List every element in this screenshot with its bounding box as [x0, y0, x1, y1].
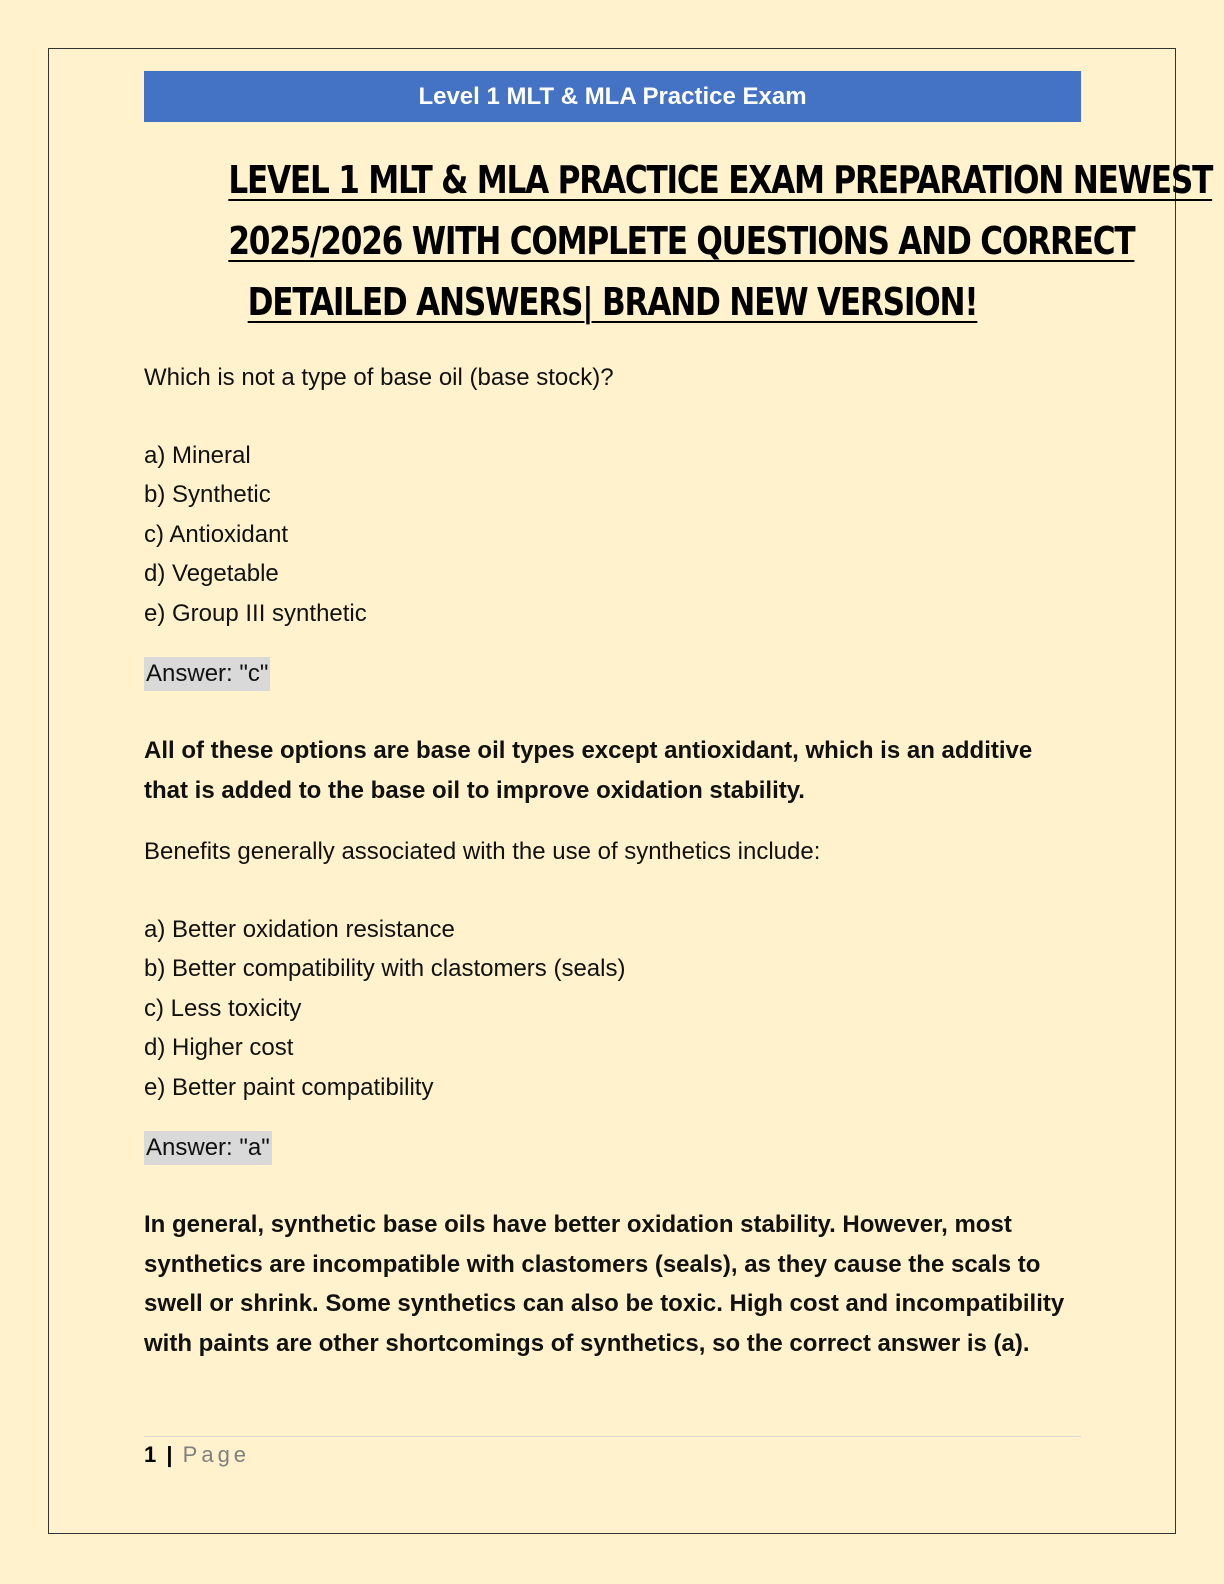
option-item: e) Group III synthetic: [144, 599, 367, 627]
page-number: 1: [144, 1442, 157, 1467]
option-list: [144, 436, 1081, 634]
option-item: d) Higher cost: [144, 1034, 294, 1061]
option-item: a) Better oxidation resistance: [144, 915, 455, 943]
option-item: d) Vegetable: [144, 560, 279, 587]
question-block-2: [144, 832, 1081, 1363]
page-label: Page: [182, 1442, 251, 1467]
answer-explanation: In general, synthetic base oils have better oxidation stability. However, most synthetics are incompatible with clastomers (seals), as they cause the scals to swell or shrink. Some synthetics can also be toxic. High cost and incompatibility with paints are other shortcomings of synthetics, so the correct answer is (a).: [144, 1211, 1065, 1357]
answer-label: Answer: "a": [144, 1131, 272, 1165]
option-list: [144, 910, 1081, 1108]
document-title: [228, 150, 1213, 333]
document-title-line-2: 2025/2026 WITH COMPLETE QUESTIONS AND CORRECT: [228, 219, 1135, 263]
answer-explanation: All of these options are base oil types except antioxidant, which is an additive that is added to the base oil to improve oxidation stability.: [144, 737, 1033, 804]
question-text: Benefits generally associated with the use of synthetics include:: [144, 838, 821, 865]
answer-label: Answer: "c": [144, 657, 270, 691]
footer-divider: [144, 1436, 1081, 1437]
page-separator: |: [166, 1442, 173, 1467]
option-item: b) Better compatibility with clastomers (seals): [144, 955, 626, 982]
option-item: c) Antioxidant: [144, 520, 289, 548]
option-item: e) Better paint compatibility: [144, 1073, 434, 1101]
page-footer: [144, 1440, 250, 1470]
document-body: [144, 358, 1081, 1363]
question-block-1: [144, 358, 1081, 810]
option-item: c) Less toxicity: [144, 994, 302, 1022]
header-bar: [144, 71, 1081, 122]
header-bar-title: Level 1 MLT & MLA Practice Exam: [418, 82, 807, 110]
option-item: b) Synthetic: [144, 481, 271, 508]
document-title-line-3: DETAILED ANSWERS| BRAND NEW VERSION!: [247, 280, 978, 324]
question-text: Which is not a type of base oil (base stock)?: [144, 364, 614, 391]
document-title-line-1: LEVEL 1 MLT & MLA PRACTICE EXAM PREPARATION NEWEST: [228, 158, 1213, 202]
option-item: a) Mineral: [144, 441, 251, 469]
